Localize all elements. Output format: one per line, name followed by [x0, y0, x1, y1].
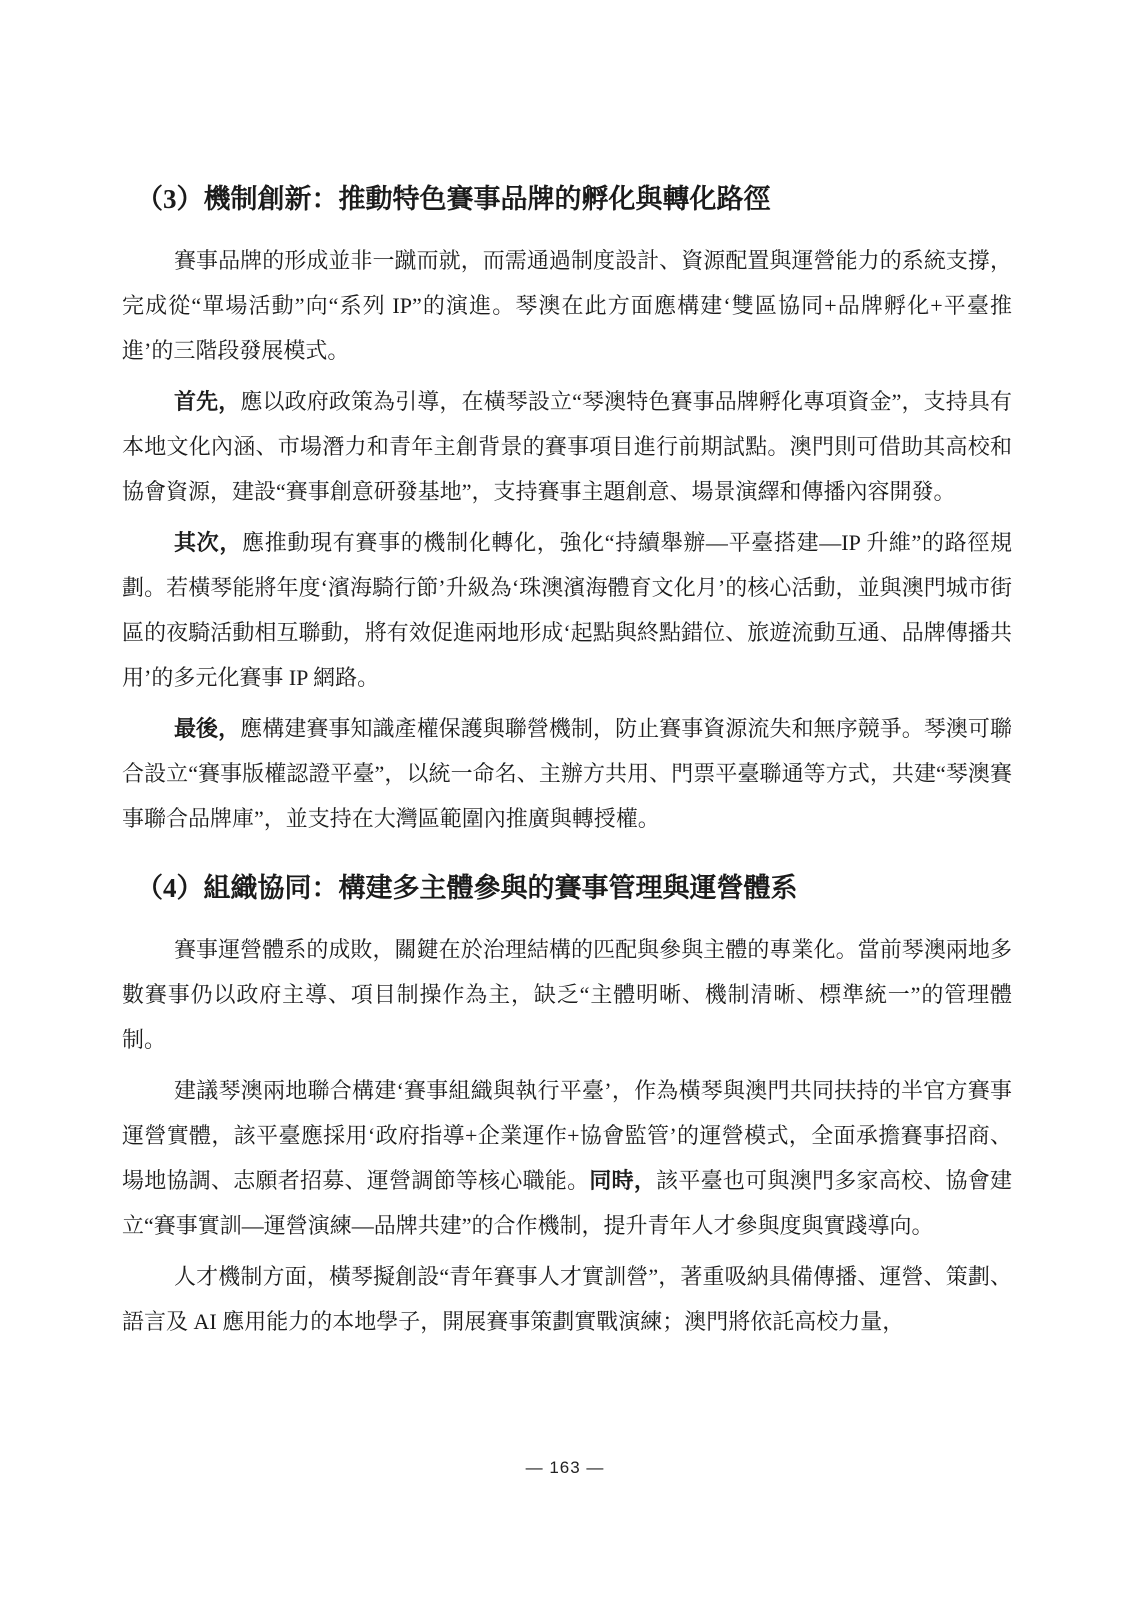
- section-heading: （3）機制創新：推動特色賽事品牌的孵化與轉化路徑: [136, 184, 771, 214]
- body-text: 應構建賽事知識產權保護與聯營機制，防止賽事資源流失和無序競爭。琴澳可聯合設立“賽事版權認證平臺”，以統一命名、主辦方共用、門票平臺聯通等方式，共建“琴澳賽事聯合品牌庫”，並支持在大灣區範圍內推廣與轉授權。: [122, 716, 1012, 831]
- page-number: — 163 —: [525, 1458, 605, 1477]
- emphasis-text: 最後，: [174, 716, 241, 741]
- paragraph: [122, 1254, 1012, 1344]
- paragraph: [122, 379, 1012, 514]
- paragraph: [122, 706, 1012, 841]
- body-text: 建議琴澳兩地聯合構建‘賽事組織與執行平臺’，作為橫琴與澳門共同扶持的半官方賽事運營實體，該平臺應採用‘政府指導+企業運作+協會監管’的運營模式，全面承擔賽事招商、場地協調、志願者招募、運營調節等核心職能。: [122, 1078, 1012, 1193]
- paragraph: [122, 1068, 1012, 1248]
- paragraph: [122, 927, 1012, 1062]
- emphasis-text: 首先，: [174, 389, 241, 414]
- body-text: 賽事品牌的形成並非一蹴而就，而需通過制度設計、資源配置與運營能力的系統支撐，完成從“單場活動”向“系列 IP”的演進。琴澳在此方面應構建‘雙區協同+品牌孵化+平臺推進’的三階段發展模式。: [122, 248, 1012, 363]
- emphasis-text: 其次，: [174, 530, 243, 555]
- document-content: [122, 178, 1012, 1344]
- paragraph: [122, 520, 1012, 700]
- emphasis-text: 同時，: [589, 1168, 657, 1193]
- body-text: 該平臺也可與澳門多家高校、協會建立“賽事實訓—運營演練—品牌共建”的合作機制，提升青年人才參與度與實踐導向。: [122, 1168, 1012, 1238]
- section-heading: （4）組織協同：構建多主體參與的賽事管理與運營體系: [136, 873, 798, 903]
- body-text: 人才機制方面，橫琴擬創設“青年賽事人才實訓營”，著重吸納具備傳播、運營、策劃、語言及 AI 應用能力的本地學子，開展賽事策劃實戰演練；澳門將依託高校力量，: [122, 1264, 1012, 1334]
- page-footer: [0, 1458, 1130, 1478]
- body-text: 賽事運營體系的成敗，關鍵在於治理結構的匹配與參與主體的專業化。當前琴澳兩地多數賽事仍以政府主導、項目制操作為主，缺乏“主體明晰、機制清晰、標準統一”的管理體制。: [122, 937, 1012, 1052]
- section-1: [122, 178, 1012, 841]
- section-2: [122, 867, 1012, 1344]
- body-text: 應推動現有賽事的機制化轉化，強化“持續舉辦—平臺搭建—IP 升維”的路徑規劃。若橫琴能將年度‘濱海騎行節’升級為‘珠澳濱海體育文化月’的核心活動，並與澳門城市街區的夜騎活動相互聯動，將有效促進兩地形成‘起點與終點錯位、旅遊流動互通、品牌傳播共用’的多元化賽事 IP 網路。: [122, 530, 1012, 690]
- body-text: 應以政府政策為引導，在橫琴設立“琴澳特色賽事品牌孵化專項資金”，支持具有本地文化內涵、市場潛力和青年主創背景的賽事項目進行前期試點。澳門則可借助其高校和協會資源，建設“賽事創意研發基地”，支持賽事主題創意、場景演繹和傳播內容開發。: [122, 389, 1012, 504]
- paragraph: [122, 238, 1012, 373]
